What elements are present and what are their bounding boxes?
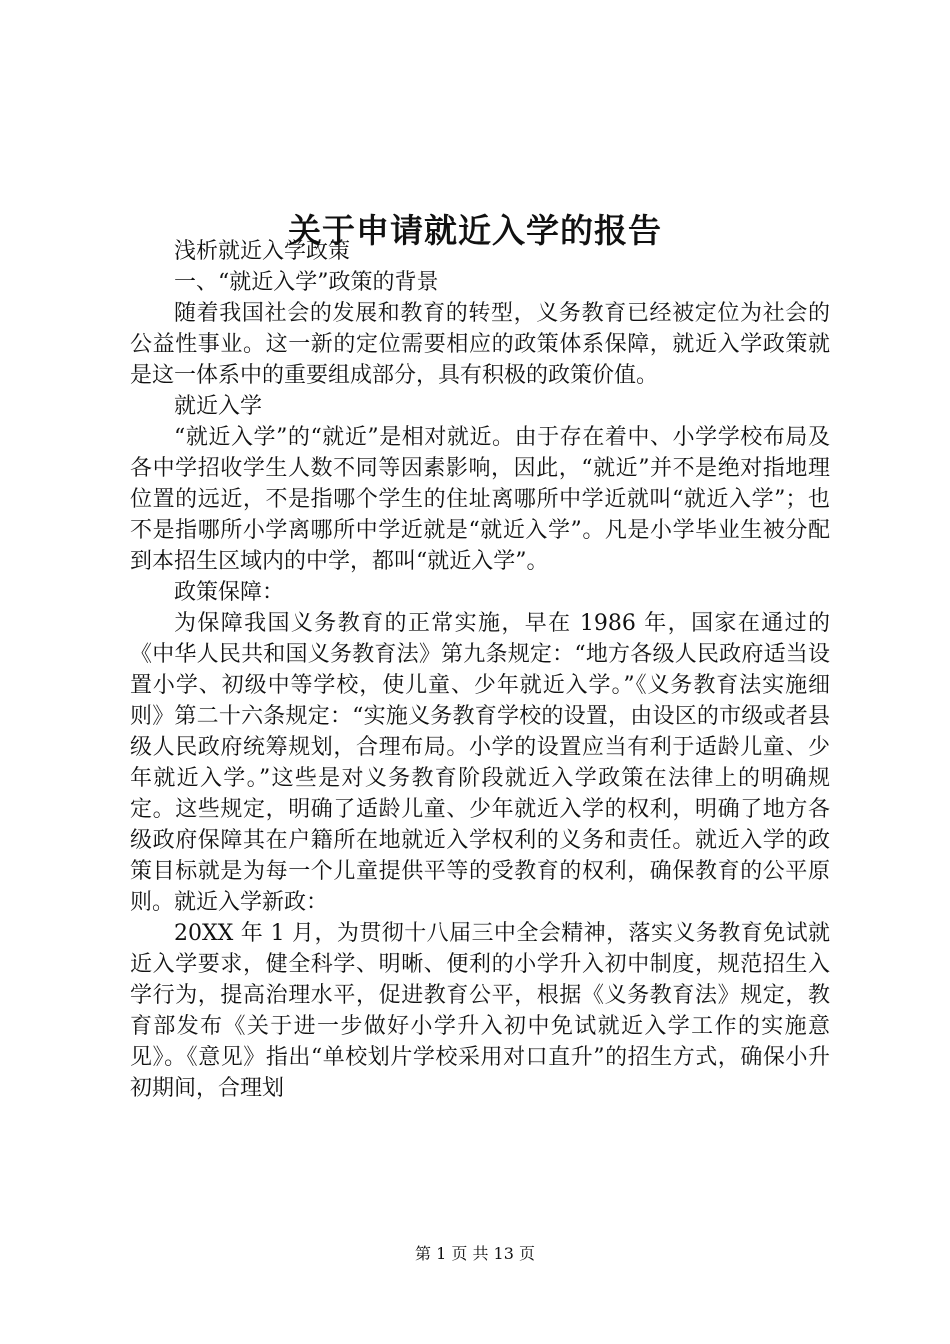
page-number: 第 1 页 共 13 页 bbox=[415, 1244, 535, 1263]
paragraph-heading-policy: 政策保障： bbox=[174, 580, 285, 605]
paragraph-new-policy: 20XX 年 1 月，为贯彻十八届三中全会精神，落实义务教育免试就近入学要求，健全科学、明晰、便利的小学升入初中制度，规范招生入学行为，提高治理水平，促进教育公平，根据《义务教育法》规定，教育部发布《关于进一步做好小学升入初中免试就近入学工作的实施意见》。《意见》指出“单校划片学校采用对口直升”的招生方式，确保小升初期间，合理划 bbox=[130, 921, 830, 1101]
paragraph-background: 随着我国社会的发展和教育的转型，义务教育已经被定位为社会的公益性事业。这一新的定位需要相应的政策体系保障，就近入学政策就是这一体系中的重要组成部分，具有积极的政策价值。 bbox=[130, 301, 830, 388]
document-body bbox=[130, 236, 830, 1104]
paragraph-nearby-definition: “就近入学”的“就近”是相对就近。由于存在着中、小学学校布局及各中学招收学生人数不同等因素影响，因此，“就近”并不是绝对指地理位置的远近，不是指哪个学生的住址离哪所中学近就叫“就近入学”；也不是指哪所小学离哪所中学近就是“就近入学”。凡是小学毕业生被分配到本招生区域内的中学，都叫“就近入学”。 bbox=[130, 425, 830, 574]
paragraph-section-heading: 一、“就近入学”政策的背景 bbox=[174, 270, 439, 295]
paragraph-heading-nearby: 就近入学 bbox=[174, 394, 263, 419]
paragraph-policy-law: 为保障我国义务教育的正常实施，早在 1986 年，国家在通过的《中华人民共和国义务教育法》第九条规定：“地方各级人民政府适当设置小学、初级中等学校，使儿童、少年就近入学。”《义务教育法实施细则》第二十六条规定：“实施义务教育学校的设置，由设区的市级或者县级人民政府统筹规划，合理布局。小学的设置应当有利于适龄儿童、少年就近入学。”这些是对义务教育阶段就近入学政策在法律上的明确规定。这些规定，明确了适龄儿童、少年就近入学的权利，明确了地方各级政府保障其在户籍所在地就近入学权利的义务和责任。就近入学的政策目标就是为每一个儿童提供平等的受教育的权利，确保教育的公平原则。就近入学新政： bbox=[130, 611, 830, 915]
document-title: 关于申请就近入学的报告 bbox=[288, 211, 662, 251]
paragraph-subtitle: 浅析就近入学政策 bbox=[174, 239, 351, 264]
